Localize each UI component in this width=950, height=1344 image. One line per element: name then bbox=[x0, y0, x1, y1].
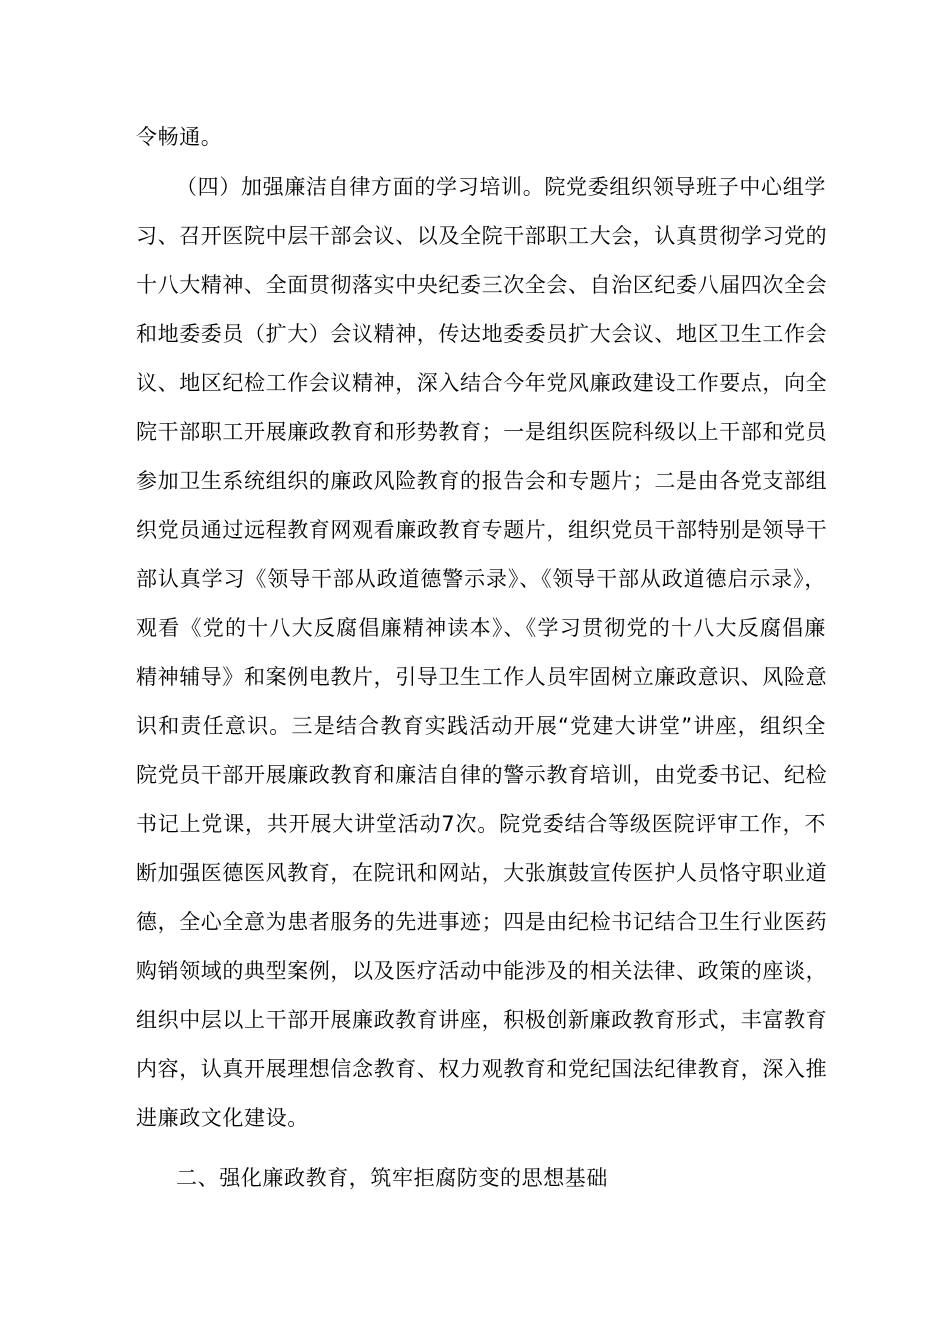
paragraph-line: 院干部职工开展廉政教育和形势教育；一是组织医院科级以上干部和党员 bbox=[136, 420, 828, 444]
paragraph-line: 进廉政文化建设。 bbox=[136, 1106, 309, 1130]
paragraph-intro-tail: 令畅通。 bbox=[136, 125, 223, 149]
paragraph-line: 和地委委员（扩大）会议精神，传达地委委员扩大会议、地区卫生工作会 bbox=[136, 322, 828, 346]
paragraph-line: 精神辅导》和案例电教片，引导卫生工作人员牢固树立廉政意识、风险意 bbox=[136, 665, 828, 689]
paragraph-line: 断加强医德医风教育，在院讯和网站，大张旗鼓宣传医护人员恪守职业道 bbox=[136, 861, 828, 885]
paragraph-line: （四）加强廉洁自律方面的学习培训。院党委组织领导班子中心组学 bbox=[176, 175, 826, 199]
paragraph-line: 参加卫生系统组织的廉政风险教育的报告会和专题片；二是由各党支部组 bbox=[136, 469, 828, 493]
paragraph-line: 组织中层以上干部开展廉政教育讲座，积极创新廉政教育形式，丰富教育 bbox=[136, 1008, 828, 1032]
paragraph-line: 议、地区纪检工作会议精神，深入结合今年党风廉政建设工作要点，向全 bbox=[136, 371, 828, 395]
paragraph-line: 部认真学习《领导干部从政道德警示录》、《领导干部从政道德启示录》， bbox=[136, 567, 826, 591]
paragraph-line: 习、召开医院中层干部会议、以及全院干部职工大会，认真贯彻学习党的 bbox=[136, 224, 828, 248]
paragraph-line: 织党员通过远程教育网观看廉政教育专题片，组织党员干部特别是领导干 bbox=[136, 518, 828, 542]
paragraph-line: 识和责任意识。三是结合教育实践活动开展“党建大讲堂”讲座，组织全 bbox=[136, 714, 826, 738]
paragraph-line: 书记上党课，共开展大讲堂活动7次。院党委结合等级医院评审工作，不 bbox=[136, 812, 826, 836]
paragraph-line: 德，全心全意为患者服务的先进事迹；四是由纪检书记结合卫生行业医药 bbox=[136, 910, 828, 934]
paragraph-line: 观看《党的十八大反腐倡廉精神读本》、《学习贯彻党的十八大反腐倡廉 bbox=[136, 616, 826, 640]
paragraph-line: 购销领域的典型案例，以及医疗活动中能涉及的相关法律、政策的座谈， bbox=[136, 959, 828, 983]
paragraph-line: 院党员干部开展廉政教育和廉洁自律的警示教育培训，由党委书记、纪检 bbox=[136, 763, 828, 787]
section-heading-two: 二、强化廉政教育，筑牢拒腐防变的思想基础 bbox=[176, 1166, 608, 1190]
paragraph-line: 十八大精神、全面贯彻落实中央纪委三次全会、自治区纪委八届四次全会 bbox=[136, 273, 828, 297]
paragraph-line: 内容，认真开展理想信念教育、权力观教育和党纪国法纪律教育，深入推 bbox=[136, 1057, 828, 1081]
